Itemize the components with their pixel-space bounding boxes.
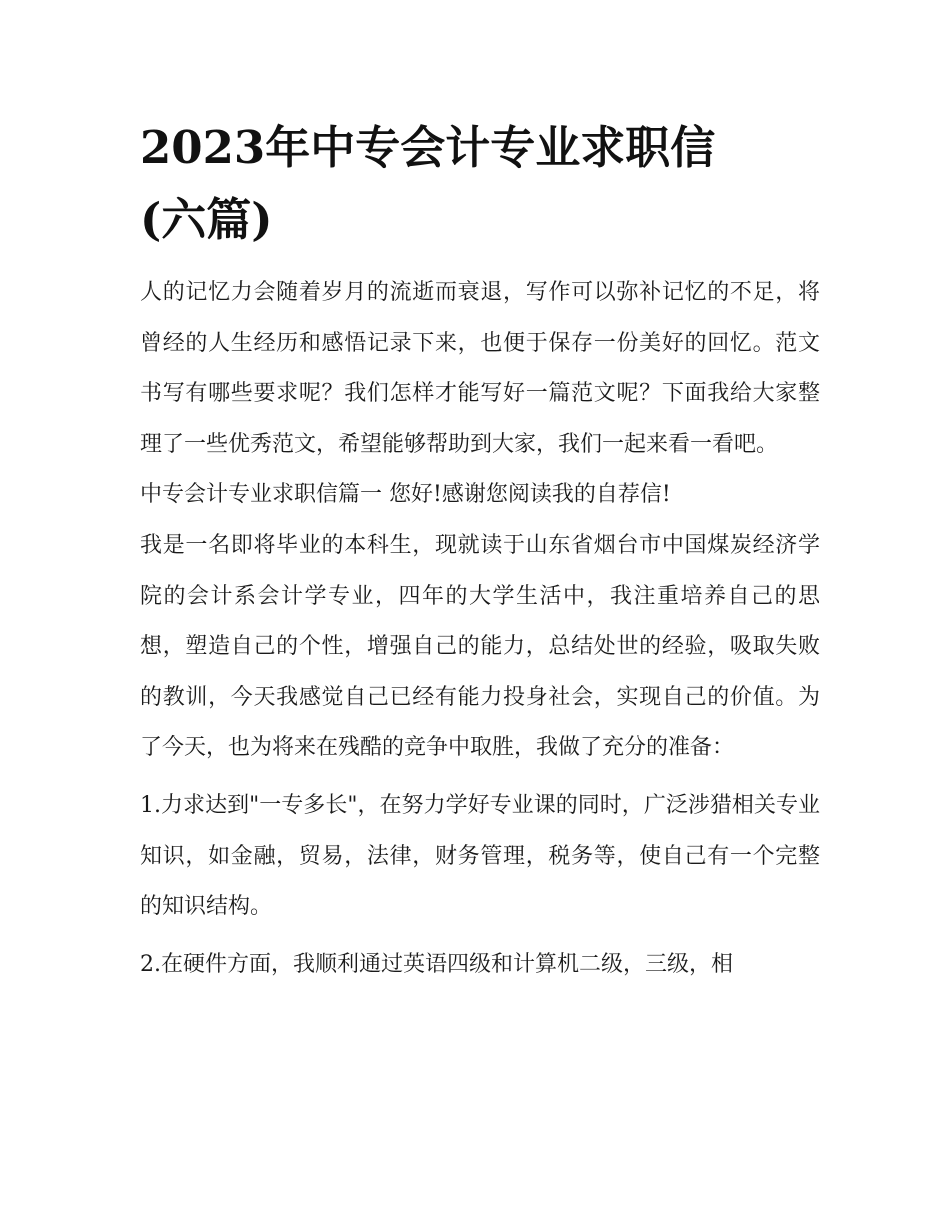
document-body <box>140 112 820 990</box>
title-line-2: (六篇) <box>140 193 273 246</box>
list-item-2: 2.在硬件方面，我顺利通过英语四级和计算机二级，三级，相 <box>140 951 733 977</box>
letter-heading-paragraph: 中专会计专业求职信篇一 您好!感谢您阅读我的自荐信! <box>140 482 671 508</box>
intro-paragraph: 人的记忆力会随着岁月的流逝而衰退，写作可以弥补记忆的不足，将曾经的人生经历和感悟记录下来，也便于保存一份美好的回忆。范文书写有哪些要求呢？我们怎样才能写好一篇范文呢？下面我给大家整理了一些优秀范文，希望能够帮助到大家，我们一起来看一看吧。 <box>140 280 820 457</box>
title-line-1: 2023年中专会计专业求职信 <box>140 121 716 174</box>
document-title <box>140 112 820 256</box>
list-item-1: 1.力求达到"一专多长"，在努力学好专业课的同时，广泛涉猎相关专业知识，如金融，贸易，法律，财务管理，税务等，使自己有一个完整的知识结构。 <box>140 792 820 920</box>
self-introduction-paragraph: 我是一名即将毕业的本科生，现就读于山东省烟台市中国煤炭经济学院的会计系会计学专业，四年的大学生活中，我注重培养自己的思想，塑造自己的个性，增强自己的能力，总结处世的经验，吸取失败的教训，今天我感觉自己已经有能力投身社会，实现自己的价值。为了今天，也为将来在残酷的竞争中取胜，我做了充分的准备： <box>140 532 820 761</box>
